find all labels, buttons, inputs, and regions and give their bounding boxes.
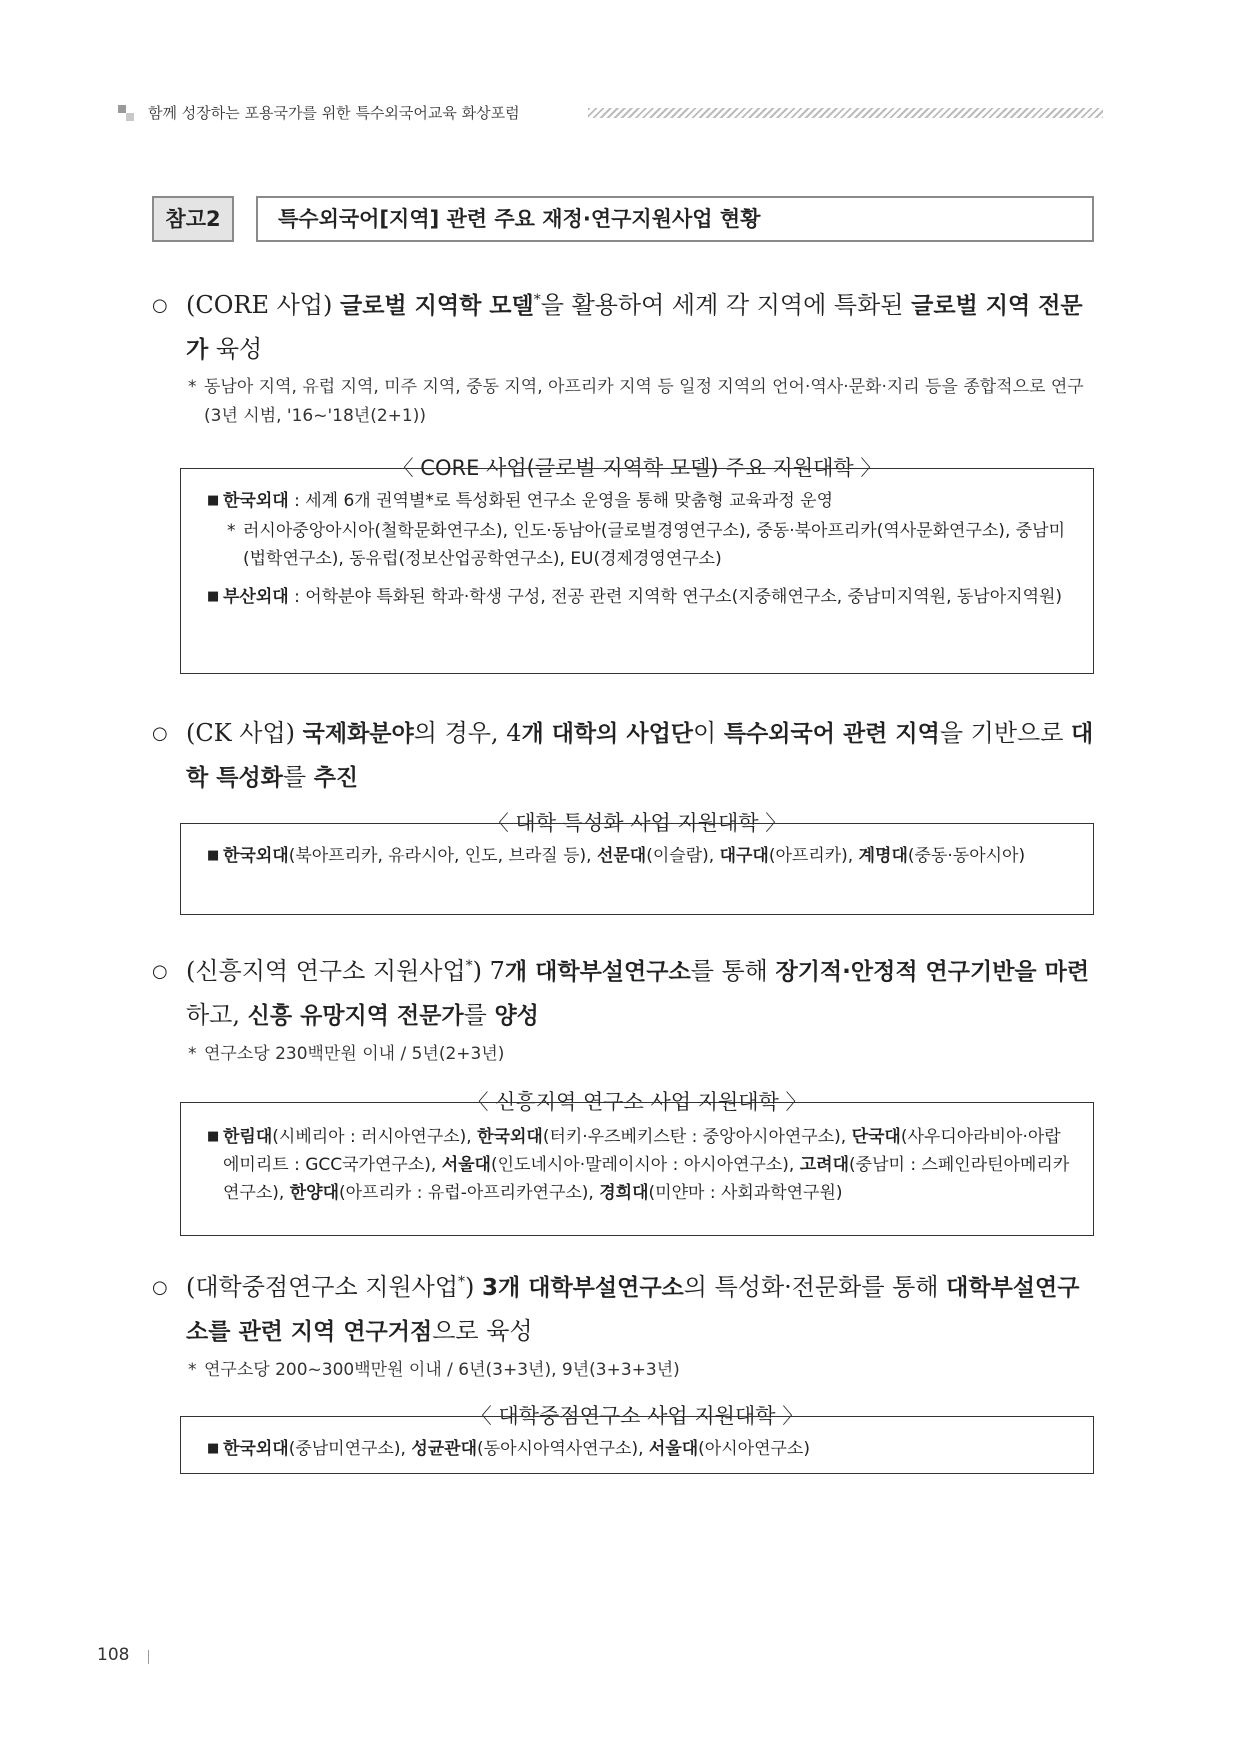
footnote-core: * 동남아 지역, 유럽 지역, 미주 지역, 중동 지역, 아프리카 지역 등 일정 지역의 언어·역사·문화·지리 등을 종합적으로 연구(3년 시범, '16~'18년(2+1)): [188, 377, 1084, 426]
list-item: ■ 한림대(시베리아 : 러시아연구소), 한국외대(터키·우즈베키스탄 : 중앙아시아연구소), 단국대(사우디아라비아·아랍에미리트 : GCC국가연구소), 서울대(인도네시아·말레이시아 : 아시아연구소), 고려대(중남미 : 스페인라틴아메리카연구소), 한양대(아프리카 : 유럽-아프리카연구소), 경희대(미얀마 : 사회과학연구원): [207, 1127, 1070, 1203]
circle-bullet-icon: ○: [152, 723, 168, 744]
page-number-divider: [148, 1650, 149, 1664]
header-square-icon: [118, 105, 134, 121]
list-item: ■ 부산외대 : 어학분야 특화된 학과·학생 구성, 전공 관련 지역학 연구소(지중해연구소, 중남미지역원, 동남아지역원): [207, 587, 1063, 607]
list-subitem: * 러시아중앙아시아(철학문화연구소), 인도·동남아(글로벌경영연구소), 중동·북아프리카(역사문화연구소), 중남미(법학연구소), 동유럽(정보산업공학연구소), EU(경제경영연구소): [227, 521, 1066, 569]
footnote-key-institute: * 연구소당 200~300백만원 이내 / 6년(3+3년), 9년(3+3+3년): [188, 1360, 680, 1380]
section-title: 특수외국어[지역] 관련 주요 재정·연구지원사업 현황: [256, 196, 1094, 242]
header-stripe: [588, 108, 1103, 118]
list-item: ■ 한국외대(북아프리카, 유라시아, 인도, 브라질 등), 선문대(이슬람), 대구대(아프리카), 계명대(중동·동아시아): [207, 846, 1026, 866]
running-header: [118, 103, 1103, 123]
box-title-ck: 〈 대학 특성화 사업 지원대학 〉: [180, 808, 1094, 838]
bullet-text: (CK 사업) 국제화분야의 경우, 4개 대학의 사업단이 특수외국어 관련 지역을 기반으로 대학 특성화를 추진: [186, 719, 1094, 791]
list-item: ■ 한국외대 : 세계 6개 권역별*로 특성화된 연구소 운영을 통해 맞춤형 교육과정 운영: [207, 491, 834, 511]
box-title-emerging: 〈 신흥지역 연구소 사업 지원대학 〉: [180, 1087, 1094, 1117]
bullet-key-institute: [152, 1266, 1097, 1354]
page-number: 108: [97, 1645, 130, 1665]
box-key-institute: [180, 1416, 1094, 1474]
bullet-ck: [152, 712, 1097, 800]
box-title-key-institute: 〈 대학중점연구소 사업 지원대학 〉: [180, 1401, 1094, 1431]
bullet-text: (대학중점연구소 지원사업*) 3개 대학부설연구소의 특성화·전문화를 통해 대학부설연구소를 관련 지역 연구거점으로 육성: [186, 1273, 1080, 1345]
running-title: 함께 성장하는 포용국가를 위한 특수외국어교육 화상포럼: [148, 104, 520, 122]
section-tag: 참고2: [152, 196, 234, 242]
list-item: ■ 한국외대(중남미연구소), 성균관대(동아시아역사연구소), 서울대(아시아연구소): [207, 1439, 810, 1459]
bullet-emerging: [152, 950, 1097, 1038]
bullet-text: (CORE 사업) 글로벌 지역학 모델*을 활용하여 세계 각 지역에 특화된 글로벌 지역 전문가 육성: [186, 291, 1083, 363]
footnote-emerging: * 연구소당 230백만원 이내 / 5년(2+3년): [188, 1044, 505, 1064]
box-title-core: 〈 CORE 사업(글로벌 지역학 모델) 주요 지원대학 〉: [180, 453, 1094, 483]
circle-bullet-icon: ○: [152, 961, 168, 982]
circle-bullet-icon: ○: [152, 295, 168, 316]
box-ck: [180, 823, 1094, 915]
box-core: [180, 468, 1094, 674]
bullet-text: (신흥지역 연구소 지원사업*) 7개 대학부설연구소를 통해 장기적·안정적 연구기반을 마련하고, 신흥 유망지역 전문가를 양성: [186, 957, 1090, 1029]
bullet-core: [152, 284, 1097, 372]
circle-bullet-icon: ○: [152, 1277, 168, 1298]
box-emerging: [180, 1102, 1094, 1236]
